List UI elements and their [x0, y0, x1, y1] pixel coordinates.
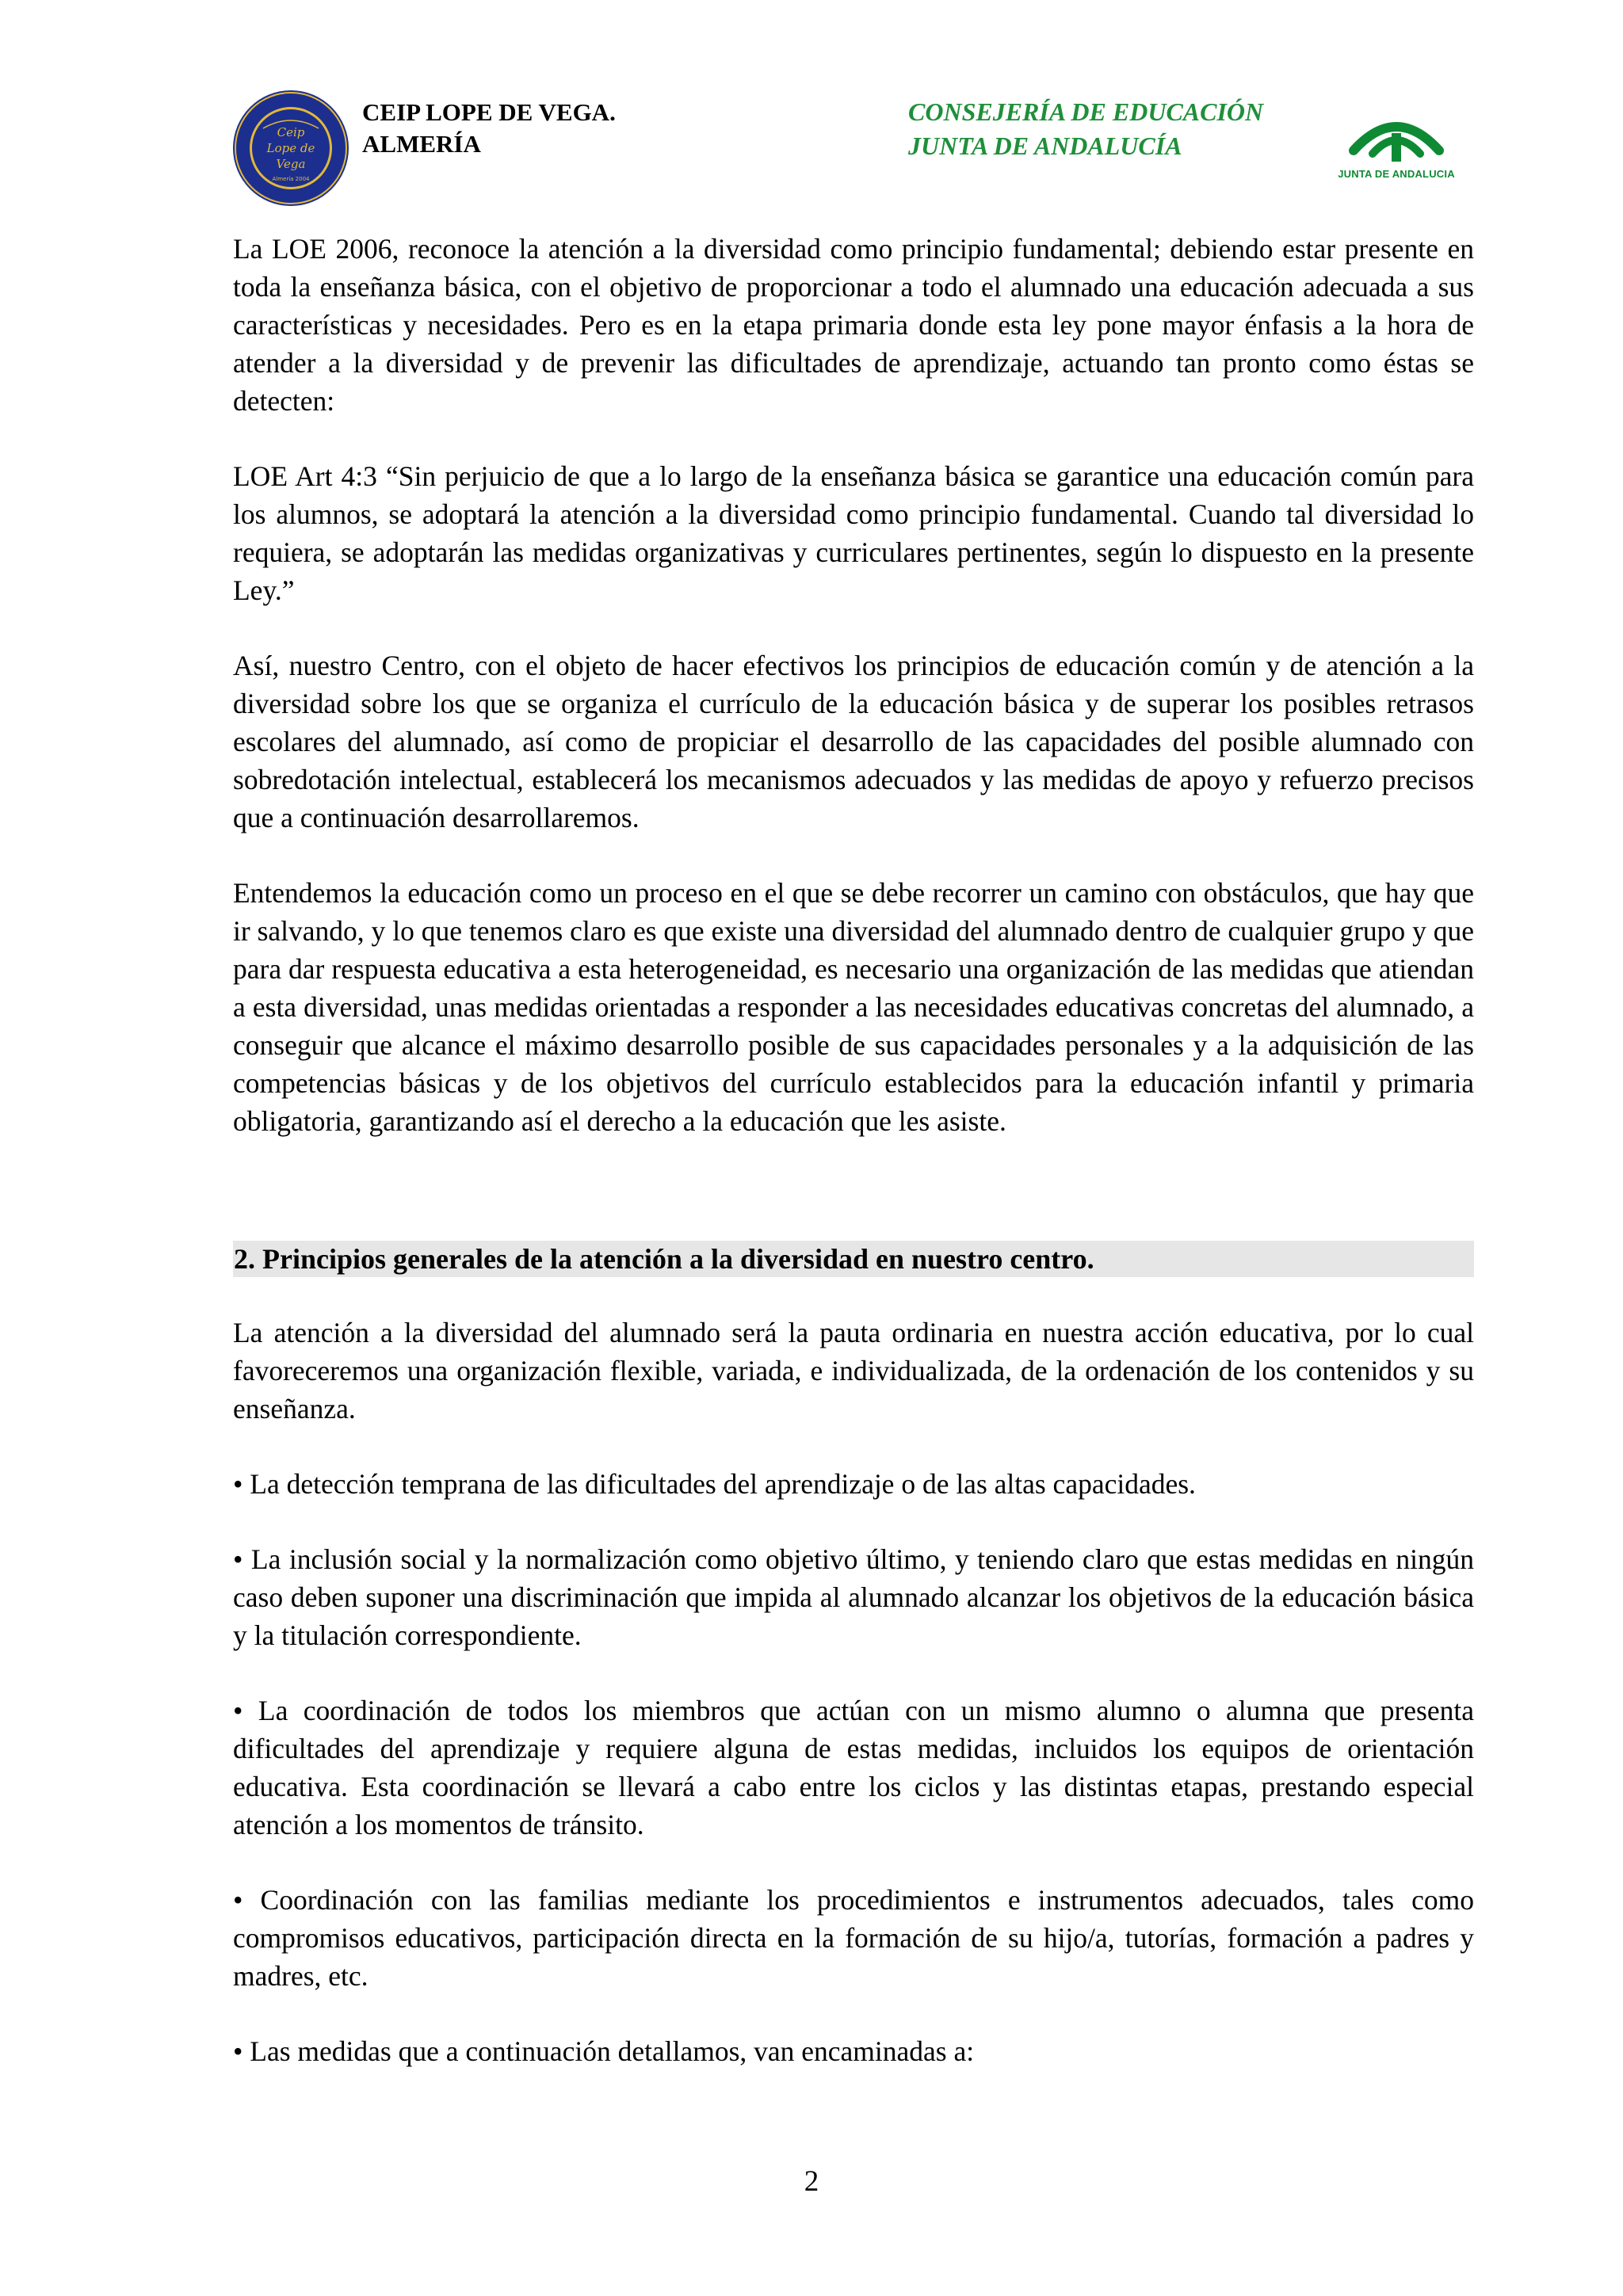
consejeria-line1: CONSEJERÍA DE EDUCACIÓN	[908, 97, 1264, 126]
consejeria-line2: JUNTA DE ANDALUCÍA	[908, 132, 1182, 160]
consejeria-title	[908, 95, 1263, 163]
paragraph-loe-article: LOE Art 4:3 “Sin perjuicio de que a lo largo de la enseñanza básica se garantice una educación común para los alumnos, se adoptará la atención a la diversidad como principio fundamental. Cuando tal diversidad lo requiera, se adoptarán las medidas organizativas y curriculares pertinentes, según lo dispuesto en la presente Ley.”	[233, 460, 1474, 606]
page-header	[0, 0, 1623, 222]
page-number: 2	[804, 2165, 819, 2198]
junta-logo-text: JUNTA DE ANDALUCIA	[1338, 168, 1455, 180]
svg-text:Lope de: Lope de	[266, 141, 315, 155]
section-spacer	[233, 1177, 1474, 1241]
list-item: • La coordinación de todos los miembros que actúan con un mismo alumno o alumna que presenta dificultades del aprendizaje y requiere alguna de estas medidas, incluidos los equipos de orientación educativa. Esta coordinación se llevará a cabo entre los ciclos y las distintas etapas, prestando especial atención a los momentos de tránsito.	[233, 1695, 1474, 1840]
svg-text:Ceip: Ceip	[277, 125, 305, 139]
junta-de-andalucia-logo-icon	[1338, 101, 1455, 185]
school-seal-icon	[231, 89, 350, 208]
paragraph-centro-objetivo: Así, nuestro Centro, con el objeto de hacer efectivos los principios de educación común y de atención a la diversidad sobre los que se organiza el currículo de la educación básica y de superar los posibles retrasos escolares del alumnado, así como de propiciar el desarrollo de las capacidades del posible alumnado con sobredotación intelectual, establecerá los mecanismos adecuados y las medidas de apoyo y refuerzo precisos que a continuación desarrollaremos.	[233, 650, 1474, 833]
section-intro-paragraph: La atención a la diversidad del alumnado será la pauta ordinaria en nuestra acción educativa, por lo cual favoreceremos una organización flexible, variada, e individualizada, de la ordenación de los contenidos y su enseñanza.	[233, 1317, 1474, 1425]
document-body	[233, 230, 1474, 2107]
section-heading: 2. Principios generales de la atención a la diversidad en nuestro centro.	[233, 1241, 1474, 1277]
svg-text:Almería 2004: Almería 2004	[272, 176, 310, 182]
svg-text:Vega: Vega	[276, 157, 306, 171]
paragraph-educacion-proceso: Entendemos la educación como un proceso en el que se debe recorrer un camino con obstáculos, que hay que ir salvando, y lo que tenemos claro es que existe una diversidad del alumnado dentro de cualquier grupo y que para dar respuesta educativa a esta heterogeneidad, es necesario una organización de las medidas que atiendan a esta diversidad, unas medidas orientadas a responder a las necesidades educativas concretas del alumnado, a conseguir que alcance el máximo desarrollo posible de sus capacidades personales y a la adquisición de las competencias básicas y de los objetivos del currículo establecidos para la educación infantil y primaria obligatoria, garantizando así el derecho a la educación que les asiste.	[233, 877, 1474, 1137]
list-item: • Coordinación con las familias mediante los procedimientos e instrumentos adecuados, tales como compromisos educativos, participación directa en la formación de su hijo/a, tutorías, formación a padres y madres, etc.	[233, 1884, 1474, 1992]
paragraph-loe-intro: La LOE 2006, reconoce la atención a la diversidad como principio fundamental; debiendo estar presente en toda la enseñanza básica, con el objetivo de proporcionar a todo el alumnado una educación adecuada a sus características y necesidades. Pero es en la etapa primaria donde esta ley pone mayor énfasis a la hora de atender a la diversidad y de prevenir las dificultades de aprendizaje, actuando tan pronto como éstas se detecten:	[233, 233, 1474, 417]
list-item: • Las medidas que a continuación detallamos, van encaminadas a:	[233, 2035, 975, 2067]
list-item: • La inclusión social y la normalización como objetivo último, y teniendo claro que estas medidas en ningún caso deben suponer una discriminación que impida al alumnado alcanzar los objetivos de la educación básica y la titulación correspondiente.	[233, 1543, 1474, 1651]
school-name	[362, 97, 616, 160]
school-name-line1: CEIP LOPE DE VEGA.	[362, 98, 616, 126]
list-item: • La detección temprana de las dificultades del aprendizaje o de las altas capacidades.	[233, 1468, 1196, 1500]
school-name-line2: ALMERÍA	[362, 130, 481, 158]
